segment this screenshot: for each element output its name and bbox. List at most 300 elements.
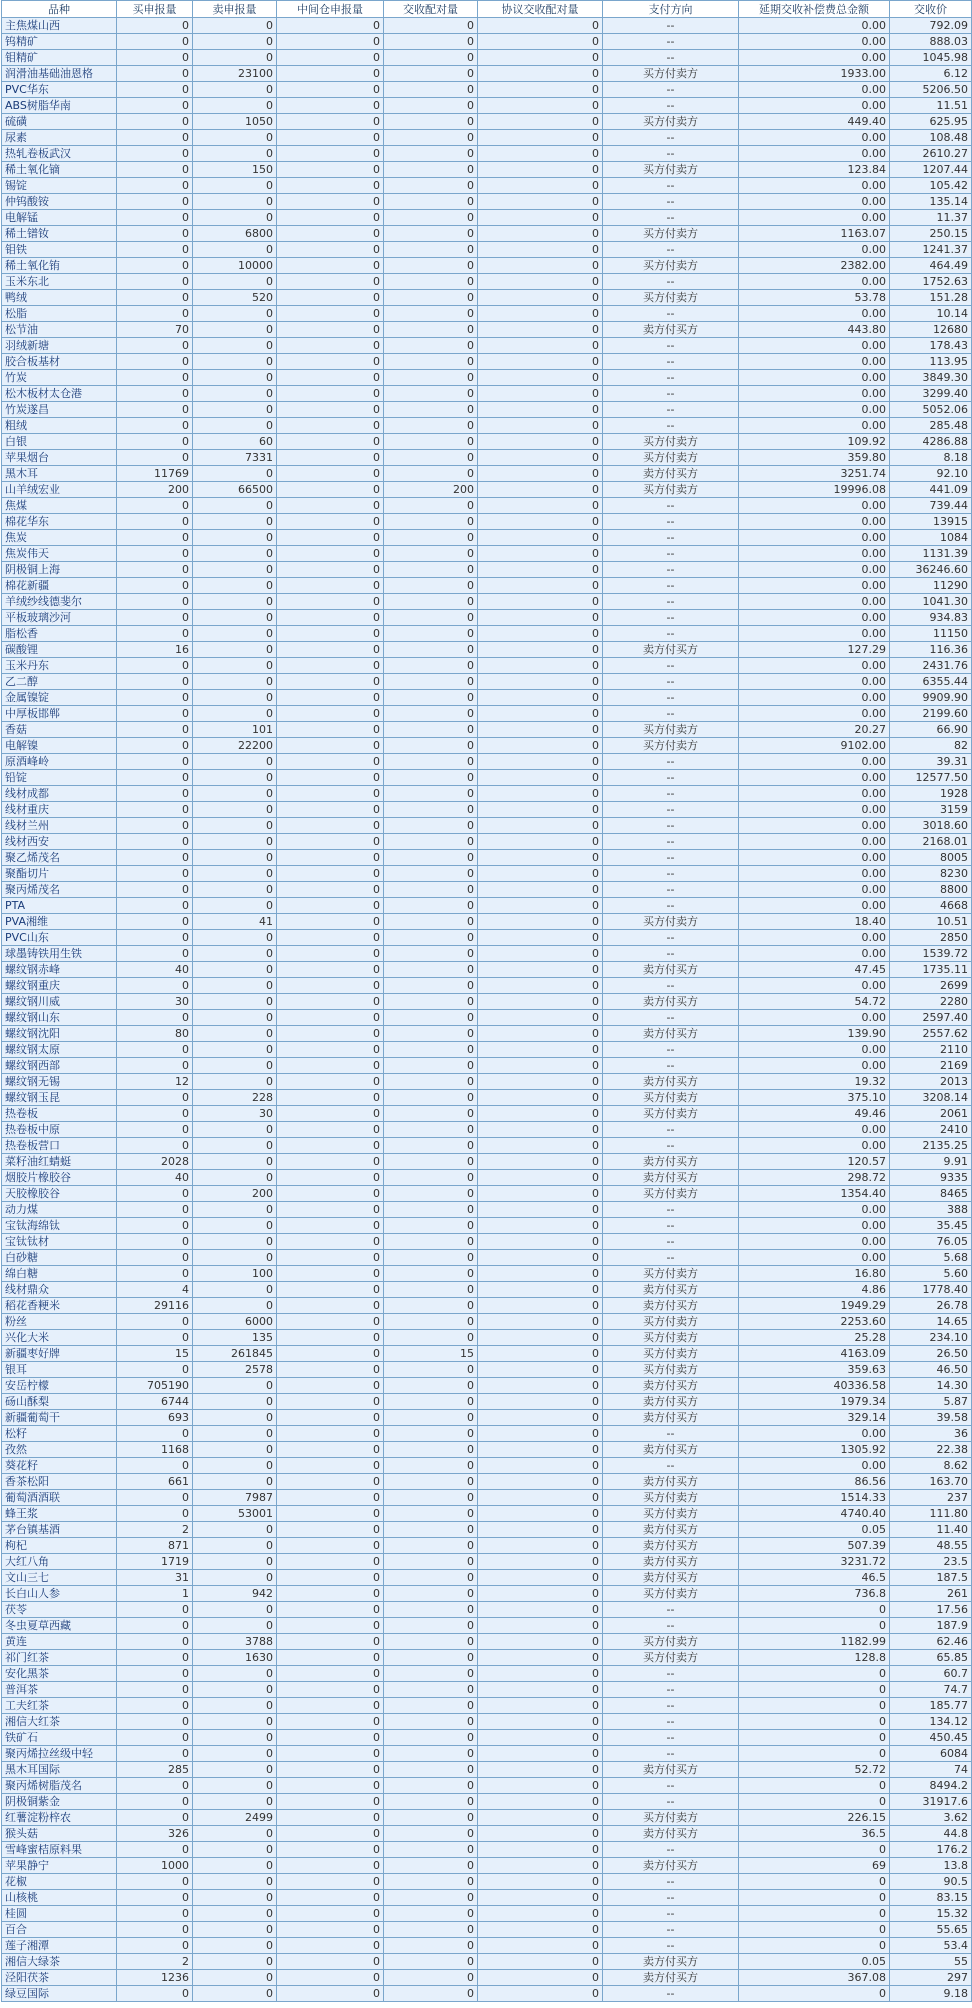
table-row [2, 594, 972, 610]
cell-intermediate-volume: 0 [277, 98, 384, 114]
cell-intermediate-volume: 0 [277, 1010, 384, 1026]
cell-matched-volume: 0 [384, 50, 478, 66]
cell-sell-volume: 2499 [193, 1810, 277, 1826]
cell-matched-volume: 0 [384, 370, 478, 386]
cell-payment-direction: 卖方付买方 [603, 994, 739, 1010]
cell-intermediate-volume: 0 [277, 1730, 384, 1746]
cell-payment-direction: -- [603, 1058, 739, 1074]
cell-payment-direction: -- [603, 818, 739, 834]
cell-delivery-price: 8800 [890, 882, 972, 898]
header-sell-volume[interactable]: 卖申报量 [193, 1, 277, 18]
cell-intermediate-volume: 0 [277, 386, 384, 402]
cell-buy-volume: 0 [117, 338, 193, 354]
cell-agreement-matched-volume: 0 [478, 354, 603, 370]
cell-delivery-price: 450.45 [890, 1730, 972, 1746]
table-row [2, 786, 972, 802]
cell-buy-volume: 871 [117, 1538, 193, 1554]
table-row [2, 1330, 972, 1346]
cell-buy-volume: 4 [117, 1282, 193, 1298]
cell-matched-volume: 0 [384, 1810, 478, 1826]
cell-payment-direction: 卖方付买方 [603, 1570, 739, 1586]
cell-payment-direction: -- [603, 274, 739, 290]
cell-compensation-total: 19996.08 [739, 482, 890, 498]
table-row [2, 1474, 972, 1490]
table-row [2, 1538, 972, 1554]
cell-sell-volume: 0 [193, 1538, 277, 1554]
cell-intermediate-volume: 0 [277, 1042, 384, 1058]
cell-variety: 热卷板 [2, 1106, 117, 1122]
cell-delivery-price: 36246.60 [890, 562, 972, 578]
cell-agreement-matched-volume: 0 [478, 1202, 603, 1218]
cell-agreement-matched-volume: 0 [478, 578, 603, 594]
cell-agreement-matched-volume: 0 [478, 610, 603, 626]
cell-compensation-total: 53.78 [739, 290, 890, 306]
cell-agreement-matched-volume: 0 [478, 1618, 603, 1634]
cell-intermediate-volume: 0 [277, 930, 384, 946]
cell-compensation-total: 0.00 [739, 1010, 890, 1026]
cell-variety: 稀土镨钕 [2, 226, 117, 242]
cell-matched-volume: 0 [384, 818, 478, 834]
table-row [2, 1090, 972, 1106]
cell-payment-direction: 卖方付买方 [603, 322, 739, 338]
header-matched-volume[interactable]: 交收配对量 [384, 1, 478, 18]
cell-agreement-matched-volume: 0 [478, 1906, 603, 1922]
cell-sell-volume: 0 [193, 1938, 277, 1954]
cell-compensation-total: 0 [739, 1922, 890, 1938]
cell-compensation-total: 20.27 [739, 722, 890, 738]
cell-sell-volume: 0 [193, 306, 277, 322]
cell-sell-volume: 7987 [193, 1490, 277, 1506]
cell-variety: 焦炭伟天 [2, 546, 117, 562]
cell-intermediate-volume: 0 [277, 1410, 384, 1426]
table-row [2, 402, 972, 418]
cell-variety: 白砂糖 [2, 1250, 117, 1266]
cell-buy-volume: 0 [117, 914, 193, 930]
cell-payment-direction: 买方付卖方 [603, 482, 739, 498]
cell-agreement-matched-volume: 0 [478, 146, 603, 162]
cell-agreement-matched-volume: 0 [478, 1698, 603, 1714]
cell-variety: 长白山人参 [2, 1586, 117, 1602]
cell-buy-volume: 40 [117, 1170, 193, 1186]
cell-buy-volume: 0 [117, 1890, 193, 1906]
cell-variety: 湘信大红茶 [2, 1714, 117, 1730]
table-row [2, 754, 972, 770]
cell-intermediate-volume: 0 [277, 1522, 384, 1538]
cell-delivery-price: 10.51 [890, 914, 972, 930]
cell-sell-volume: 0 [193, 130, 277, 146]
cell-matched-volume: 0 [384, 1698, 478, 1714]
cell-matched-volume: 0 [384, 1362, 478, 1378]
cell-payment-direction: -- [603, 34, 739, 50]
cell-variety: 铁矿石 [2, 1730, 117, 1746]
cell-intermediate-volume: 0 [277, 1138, 384, 1154]
cell-matched-volume: 0 [384, 642, 478, 658]
cell-payment-direction: -- [603, 1202, 739, 1218]
cell-buy-volume: 30 [117, 994, 193, 1010]
cell-variety: 黄连 [2, 1634, 117, 1650]
cell-compensation-total: 0.00 [739, 546, 890, 562]
cell-payment-direction: 买方付卖方 [603, 258, 739, 274]
cell-variety: 鸭绒 [2, 290, 117, 306]
header-payment-direction[interactable]: 支付方向 [603, 1, 739, 18]
cell-sell-volume: 0 [193, 962, 277, 978]
cell-payment-direction: -- [603, 578, 739, 594]
cell-matched-volume: 0 [384, 978, 478, 994]
cell-sell-volume: 0 [193, 626, 277, 642]
cell-matched-volume: 0 [384, 114, 478, 130]
cell-compensation-total: 0.00 [739, 578, 890, 594]
cell-delivery-price: 176.2 [890, 1842, 972, 1858]
cell-matched-volume: 0 [384, 1490, 478, 1506]
table-row [2, 1042, 972, 1058]
cell-variety: 松籽 [2, 1426, 117, 1442]
cell-payment-direction: 买方付卖方 [603, 1346, 739, 1362]
cell-sell-volume: 0 [193, 1282, 277, 1298]
cell-agreement-matched-volume: 0 [478, 562, 603, 578]
cell-payment-direction: -- [603, 930, 739, 946]
header-delivery-price[interactable]: 交收价 [890, 1, 972, 18]
cell-buy-volume: 0 [117, 1506, 193, 1522]
cell-compensation-total: 0 [739, 1666, 890, 1682]
cell-delivery-price: 3.62 [890, 1810, 972, 1826]
cell-buy-volume: 0 [117, 1618, 193, 1634]
table-row [2, 1442, 972, 1458]
cell-agreement-matched-volume: 0 [478, 850, 603, 866]
cell-compensation-total: 139.90 [739, 1026, 890, 1042]
cell-compensation-total: 0 [739, 1986, 890, 2002]
cell-matched-volume: 0 [384, 1778, 478, 1794]
cell-payment-direction: -- [603, 1618, 739, 1634]
cell-delivery-price: 55 [890, 1954, 972, 1970]
cell-intermediate-volume: 0 [277, 1698, 384, 1714]
table-row [2, 1954, 972, 1970]
cell-delivery-price: 44.8 [890, 1826, 972, 1842]
cell-agreement-matched-volume: 0 [478, 1186, 603, 1202]
cell-compensation-total: 0.00 [739, 946, 890, 962]
table-row [2, 578, 972, 594]
cell-buy-volume: 0 [117, 82, 193, 98]
cell-matched-volume: 0 [384, 1634, 478, 1650]
cell-compensation-total: 0.00 [739, 194, 890, 210]
cell-matched-volume: 0 [384, 402, 478, 418]
delivery-data-table [1, 0, 972, 2002]
cell-compensation-total: 0.00 [739, 802, 890, 818]
cell-compensation-total: 0.00 [739, 1122, 890, 1138]
cell-sell-volume: 0 [193, 514, 277, 530]
cell-sell-volume: 520 [193, 290, 277, 306]
cell-buy-volume: 0 [117, 1602, 193, 1618]
cell-agreement-matched-volume: 0 [478, 258, 603, 274]
cell-sell-volume: 0 [193, 1666, 277, 1682]
cell-delivery-price: 14.30 [890, 1378, 972, 1394]
cell-compensation-total: 1949.29 [739, 1298, 890, 1314]
cell-compensation-total: 0 [739, 1746, 890, 1762]
header-buy-volume[interactable]: 买申报量 [117, 1, 193, 18]
cell-buy-volume: 0 [117, 946, 193, 962]
cell-intermediate-volume: 0 [277, 1266, 384, 1282]
cell-delivery-price: 1084 [890, 530, 972, 546]
cell-variety: 螺纹钢太原 [2, 1042, 117, 1058]
cell-variety: 文山三七 [2, 1570, 117, 1586]
cell-agreement-matched-volume: 0 [478, 1490, 603, 1506]
cell-delivery-price: 2135.25 [890, 1138, 972, 1154]
cell-intermediate-volume: 0 [277, 434, 384, 450]
cell-variety: 宝钛海绵钛 [2, 1218, 117, 1234]
cell-matched-volume: 0 [384, 802, 478, 818]
cell-variety: 热卷板营口 [2, 1138, 117, 1154]
cell-buy-volume: 0 [117, 1314, 193, 1330]
cell-buy-volume: 0 [117, 578, 193, 594]
cell-matched-volume: 0 [384, 546, 478, 562]
cell-variety: PVC华东 [2, 82, 117, 98]
cell-agreement-matched-volume: 0 [478, 1682, 603, 1698]
cell-variety: 新疆葡萄干 [2, 1410, 117, 1426]
cell-compensation-total: 0 [739, 1602, 890, 1618]
cell-intermediate-volume: 0 [277, 1474, 384, 1490]
cell-delivery-price: 2169 [890, 1058, 972, 1074]
cell-payment-direction: -- [603, 1890, 739, 1906]
cell-buy-volume: 0 [117, 1810, 193, 1826]
cell-delivery-price: 234.10 [890, 1330, 972, 1346]
cell-compensation-total: 2253.60 [739, 1314, 890, 1330]
cell-delivery-price: 66.90 [890, 722, 972, 738]
cell-intermediate-volume: 0 [277, 946, 384, 962]
cell-agreement-matched-volume: 0 [478, 1122, 603, 1138]
cell-sell-volume: 0 [193, 98, 277, 114]
cell-payment-direction: -- [603, 786, 739, 802]
cell-matched-volume: 0 [384, 1682, 478, 1698]
cell-sell-volume: 2578 [193, 1362, 277, 1378]
cell-intermediate-volume: 0 [277, 834, 384, 850]
cell-compensation-total: 0.00 [739, 754, 890, 770]
cell-matched-volume: 0 [384, 1570, 478, 1586]
cell-variety: 雪峰蜜桔原料果 [2, 1842, 117, 1858]
header-compensation-total[interactable]: 延期交收补偿费总金额 [739, 1, 890, 18]
cell-delivery-price: 1752.63 [890, 274, 972, 290]
cell-sell-volume: 0 [193, 1698, 277, 1714]
cell-intermediate-volume: 0 [277, 18, 384, 34]
cell-agreement-matched-volume: 0 [478, 1266, 603, 1282]
cell-intermediate-volume: 0 [277, 1170, 384, 1186]
cell-variety: 孜然 [2, 1442, 117, 1458]
cell-payment-direction: -- [603, 50, 739, 66]
cell-delivery-price: 2557.62 [890, 1026, 972, 1042]
cell-delivery-price: 739.44 [890, 498, 972, 514]
cell-variety: 祁门红茶 [2, 1650, 117, 1666]
cell-variety: 泾阳茯茶 [2, 1970, 117, 1986]
table-row [2, 1698, 972, 1714]
cell-sell-volume: 0 [193, 770, 277, 786]
header-variety[interactable]: 品种 [2, 1, 117, 18]
cell-delivery-price: 10.14 [890, 306, 972, 322]
cell-matched-volume: 0 [384, 674, 478, 690]
table-row [2, 1602, 972, 1618]
cell-buy-volume: 0 [117, 706, 193, 722]
cell-payment-direction: 卖方付买方 [603, 1474, 739, 1490]
cell-agreement-matched-volume: 0 [478, 194, 603, 210]
cell-payment-direction: -- [603, 610, 739, 626]
cell-buy-volume: 0 [117, 626, 193, 642]
cell-buy-volume: 2028 [117, 1154, 193, 1170]
cell-matched-volume: 0 [384, 466, 478, 482]
cell-payment-direction: 买方付卖方 [603, 722, 739, 738]
cell-intermediate-volume: 0 [277, 1314, 384, 1330]
cell-sell-volume: 0 [193, 1922, 277, 1938]
cell-sell-volume: 0 [193, 146, 277, 162]
cell-matched-volume: 0 [384, 1442, 478, 1458]
cell-compensation-total: 0.00 [739, 242, 890, 258]
cell-variety: 螺纹钢川威 [2, 994, 117, 1010]
table-row [2, 290, 972, 306]
cell-sell-volume: 0 [193, 818, 277, 834]
cell-sell-volume: 0 [193, 1970, 277, 1986]
cell-matched-volume: 0 [384, 1730, 478, 1746]
cell-delivery-price: 1207.44 [890, 162, 972, 178]
cell-agreement-matched-volume: 0 [478, 738, 603, 754]
cell-delivery-price: 2168.01 [890, 834, 972, 850]
cell-buy-volume: 0 [117, 1122, 193, 1138]
cell-matched-volume: 0 [384, 722, 478, 738]
cell-buy-volume: 0 [117, 1106, 193, 1122]
cell-compensation-total: 47.45 [739, 962, 890, 978]
cell-matched-volume: 0 [384, 1890, 478, 1906]
table-row [2, 770, 972, 786]
cell-delivery-price: 151.28 [890, 290, 972, 306]
cell-agreement-matched-volume: 0 [478, 530, 603, 546]
cell-matched-volume: 0 [384, 1522, 478, 1538]
cell-variety: 主焦煤山西 [2, 18, 117, 34]
cell-agreement-matched-volume: 0 [478, 1922, 603, 1938]
cell-buy-volume: 0 [117, 1794, 193, 1810]
cell-delivery-price: 8230 [890, 866, 972, 882]
cell-compensation-total: 0.00 [739, 530, 890, 546]
table-row [2, 1234, 972, 1250]
cell-intermediate-volume: 0 [277, 1362, 384, 1378]
cell-compensation-total: 0 [739, 1890, 890, 1906]
table-row [2, 434, 972, 450]
table-row [2, 162, 972, 178]
cell-intermediate-volume: 0 [277, 1890, 384, 1906]
cell-intermediate-volume: 0 [277, 1122, 384, 1138]
cell-intermediate-volume: 0 [277, 1634, 384, 1650]
cell-intermediate-volume: 0 [277, 1106, 384, 1122]
cell-matched-volume: 0 [384, 834, 478, 850]
cell-sell-volume: 0 [193, 1714, 277, 1730]
cell-variety: PVA湘维 [2, 914, 117, 930]
cell-intermediate-volume: 0 [277, 994, 384, 1010]
cell-matched-volume: 0 [384, 1138, 478, 1154]
cell-intermediate-volume: 0 [277, 1218, 384, 1234]
cell-compensation-total: 0 [739, 1794, 890, 1810]
cell-intermediate-volume: 0 [277, 626, 384, 642]
table-row [2, 1570, 972, 1586]
cell-delivery-price: 105.42 [890, 178, 972, 194]
cell-delivery-price: 17.56 [890, 1602, 972, 1618]
cell-variety: 羽绒新塘 [2, 338, 117, 354]
table-row [2, 802, 972, 818]
cell-agreement-matched-volume: 0 [478, 882, 603, 898]
cell-buy-volume: 0 [117, 514, 193, 530]
cell-compensation-total: 0.00 [739, 594, 890, 610]
cell-sell-volume: 0 [193, 1554, 277, 1570]
cell-matched-volume: 0 [384, 514, 478, 530]
cell-variety: 松节油 [2, 322, 117, 338]
cell-compensation-total: 0 [739, 1714, 890, 1730]
cell-variety: 普洱茶 [2, 1682, 117, 1698]
cell-sell-volume: 0 [193, 1250, 277, 1266]
cell-agreement-matched-volume: 0 [478, 402, 603, 418]
table-row [2, 370, 972, 386]
header-intermediate-volume[interactable]: 中间仓申报量 [277, 1, 384, 18]
cell-matched-volume: 0 [384, 1234, 478, 1250]
cell-delivery-price: 464.49 [890, 258, 972, 274]
header-agreement-matched-volume[interactable]: 协议交收配对量 [478, 1, 603, 18]
cell-intermediate-volume: 0 [277, 1570, 384, 1586]
cell-agreement-matched-volume: 0 [478, 338, 603, 354]
cell-intermediate-volume: 0 [277, 466, 384, 482]
cell-buy-volume: 1000 [117, 1858, 193, 1874]
table-row [2, 1826, 972, 1842]
cell-delivery-price: 2013 [890, 1074, 972, 1090]
cell-variety: 枸杞 [2, 1538, 117, 1554]
cell-sell-volume: 0 [193, 402, 277, 418]
cell-delivery-price: 3018.60 [890, 818, 972, 834]
cell-variety: 热卷板中原 [2, 1122, 117, 1138]
cell-matched-volume: 0 [384, 1586, 478, 1602]
cell-variety: 线材西安 [2, 834, 117, 850]
cell-compensation-total: 329.14 [739, 1410, 890, 1426]
cell-matched-volume: 0 [384, 210, 478, 226]
cell-buy-volume: 0 [117, 834, 193, 850]
cell-variety: 螺纹钢重庆 [2, 978, 117, 994]
cell-buy-volume: 2 [117, 1954, 193, 1970]
cell-compensation-total: 123.84 [739, 162, 890, 178]
cell-matched-volume: 0 [384, 34, 478, 50]
cell-buy-volume: 0 [117, 1058, 193, 1074]
cell-compensation-total: 2382.00 [739, 258, 890, 274]
cell-matched-volume: 0 [384, 1762, 478, 1778]
cell-variety: PTA [2, 898, 117, 914]
cell-intermediate-volume: 0 [277, 1682, 384, 1698]
cell-payment-direction: -- [603, 1010, 739, 1026]
cell-variety: 百合 [2, 1922, 117, 1938]
cell-variety: 湘信大绿茶 [2, 1954, 117, 1970]
table-row [2, 898, 972, 914]
cell-compensation-total: 0.00 [739, 370, 890, 386]
cell-agreement-matched-volume: 0 [478, 1154, 603, 1170]
cell-variety: 竹炭遂昌 [2, 402, 117, 418]
cell-sell-volume: 0 [193, 1010, 277, 1026]
cell-delivery-price: 8.62 [890, 1458, 972, 1474]
cell-payment-direction: -- [603, 1458, 739, 1474]
table-row [2, 1778, 972, 1794]
cell-payment-direction: 卖方付买方 [603, 1954, 739, 1970]
table-row [2, 274, 972, 290]
cell-matched-volume: 0 [384, 1506, 478, 1522]
cell-payment-direction: -- [603, 706, 739, 722]
table-row [2, 1858, 972, 1874]
cell-variety: 焦煤 [2, 498, 117, 514]
cell-agreement-matched-volume: 0 [478, 818, 603, 834]
cell-variety: 阴极铜上海 [2, 562, 117, 578]
table-body [2, 18, 972, 2002]
cell-delivery-price: 135.14 [890, 194, 972, 210]
cell-agreement-matched-volume: 0 [478, 1474, 603, 1490]
cell-delivery-price: 187.5 [890, 1570, 972, 1586]
cell-matched-volume: 0 [384, 1074, 478, 1090]
cell-variety: 猴头菇 [2, 1826, 117, 1842]
table-row [2, 1266, 972, 1282]
